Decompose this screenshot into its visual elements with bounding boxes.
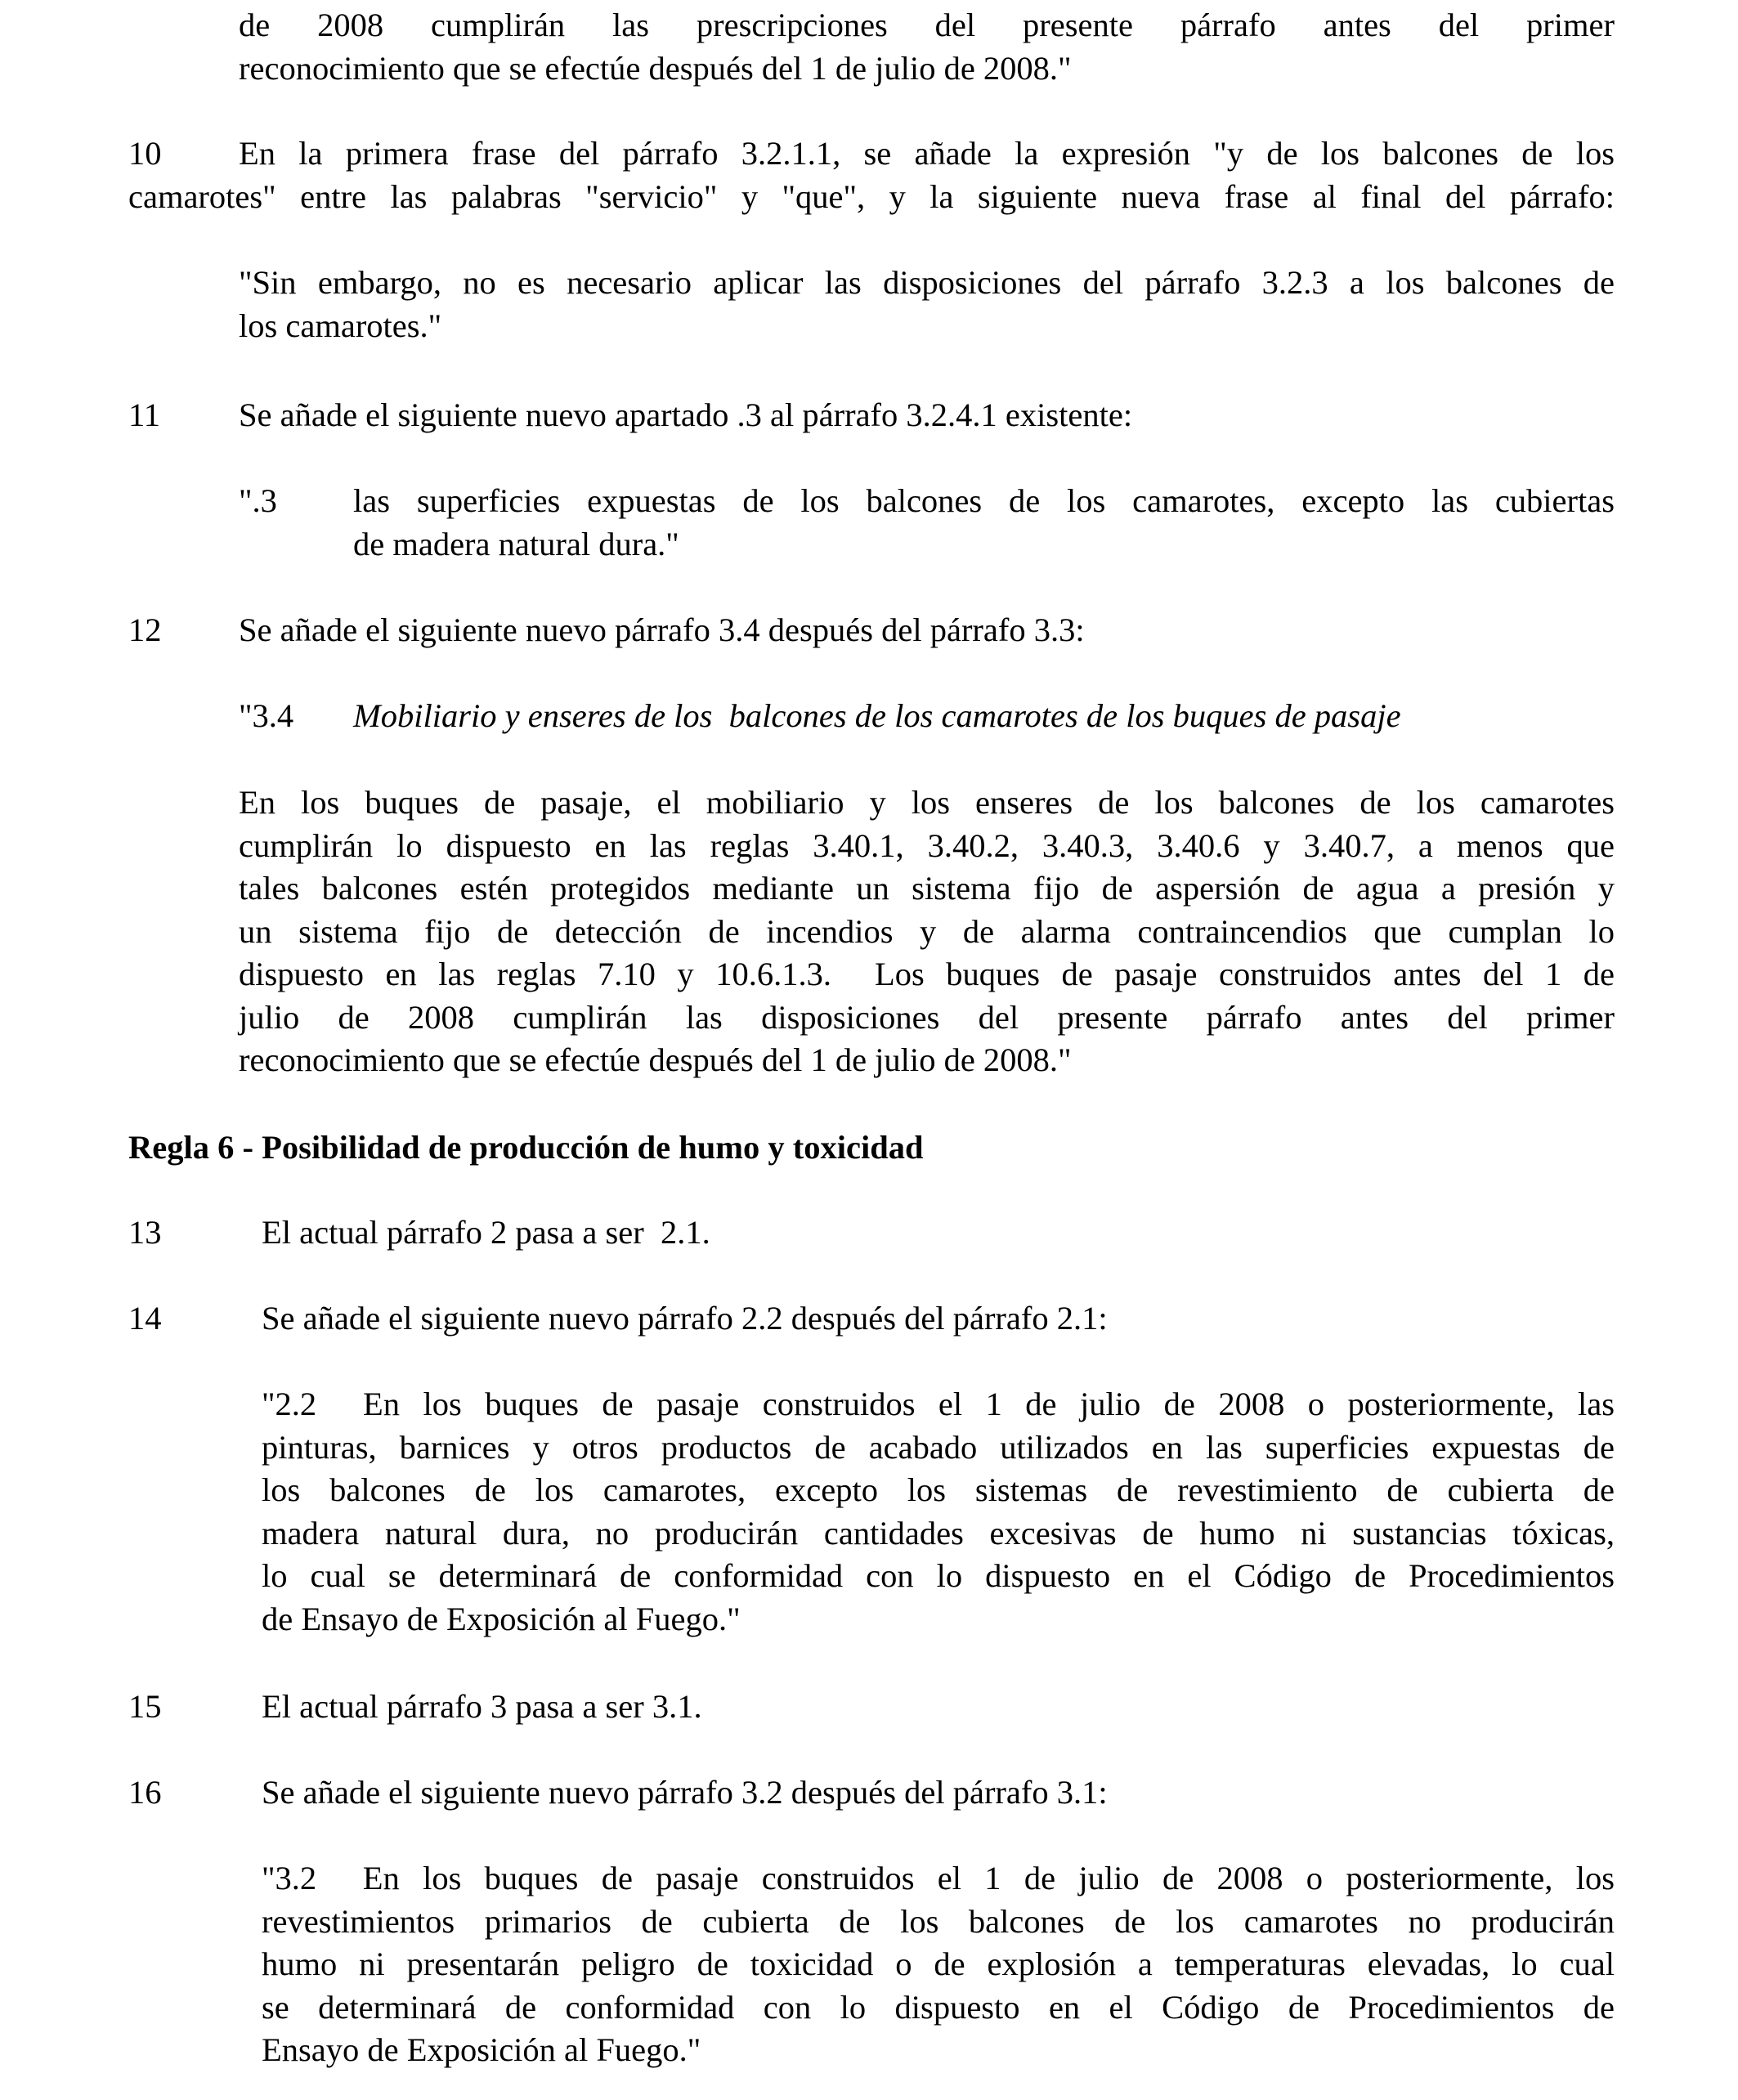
- text-line: los camarotes.": [239, 307, 442, 344]
- continuation-paragraph: [239, 4, 1615, 90]
- quote-14: [262, 1383, 1615, 1641]
- paragraph-number: 11: [128, 396, 160, 433]
- text-line: las superficies expuestas de los balcones de los camarotes, excepto las cubiertas: [353, 482, 1615, 519]
- paragraph-16: Se añade el siguiente nuevo párrafo 3.2 después del párrafo 3.1:: [262, 1774, 1108, 1811]
- item-label: ".3: [239, 482, 277, 519]
- paragraph-number: 15: [128, 1688, 162, 1725]
- paragraph-12: Se añade el siguiente nuevo párrafo 3.4 después del párrafo 3.3:: [239, 611, 1085, 648]
- quote-16: [262, 1857, 1615, 2072]
- text-line: revestimientos primarios de cubierta de los balcones de los camarotes no producirán: [262, 1902, 1615, 1940]
- text-line: se determinará de conformidad con lo dispuesto en el Código de Procedimientos de: [262, 1988, 1615, 2026]
- text-line: reconocimiento que se efectúe después del 1 de julio de 2008.": [239, 49, 1072, 87]
- paragraph-number: 12: [128, 611, 162, 648]
- text-line: pinturas, barnices y otros productos de acabado utilizados en las superficies expuestas de: [262, 1428, 1615, 1466]
- section-heading: Regla 6 - Posibilidad de producción de humo y toxicidad: [128, 1129, 924, 1166]
- paragraph-14: Se añade el siguiente nuevo párrafo 2.2 después del párrafo 2.1:: [262, 1300, 1108, 1337]
- text-line: En los buques de pasaje, el mobiliario y los enseres de los balcones de los camarotes: [239, 784, 1615, 821]
- text-line: cumplirán lo dispuesto en las reglas 3.40.1, 3.40.2, 3.40.3, 3.40.6 y 3.40.7, a menos que: [239, 826, 1615, 864]
- text-line: madera natural dura, no producirán cantidades excesivas de humo ni sustancias tóxicas,: [262, 1514, 1615, 1551]
- text-line: "Sin embargo, no es necesario aplicar las disposiciones del párrafo 3.2.3 a los balcones de: [239, 264, 1615, 301]
- text-line: "2.2 En los buques de pasaje construidos el 1 de julio de 2008 o posteriormente, las: [262, 1386, 1615, 1422]
- quote-12-body: [239, 781, 1615, 1082]
- paragraph-11: Se añade el siguiente nuevo apartado .3 al párrafo 3.2.4.1 existente:: [239, 396, 1133, 433]
- text-line: lo cual se determinará de conformidad con lo dispuesto en el Código de Procedimientos: [262, 1557, 1615, 1594]
- text-line: de madera natural dura.": [353, 525, 679, 562]
- text-line: reconocimiento que se efectúe después del 1 de julio de 2008.": [239, 1041, 1072, 1078]
- paragraph-15: El actual párrafo 3 pasa a ser 3.1.: [262, 1688, 702, 1725]
- paragraph-10: [128, 132, 1615, 218]
- quote-10: [239, 262, 1615, 347]
- text-line: un sistema fijo de detección de incendios y de alarma contraincendios que cumplan lo: [239, 912, 1615, 950]
- paragraph-number: 10: [128, 135, 162, 172]
- text-line: de 2008 cumplirán las prescripciones del presente párrafo antes del primer: [239, 7, 1615, 43]
- quote-11: [353, 480, 1615, 566]
- text-line: de Ensayo de Exposición al Fuego.": [262, 1600, 741, 1637]
- text-line: camarotes" entre las palabras "servicio" y "que", y la siguiente nueva frase al final del párrafo:: [128, 177, 1615, 215]
- paragraph-number: 14: [128, 1300, 162, 1337]
- paragraph-number: 16: [128, 1774, 162, 1811]
- item-label: "3.4: [239, 697, 294, 734]
- text-line: Ensayo de Exposición al Fuego.": [262, 2031, 701, 2068]
- text-line: los balcones de los camarotes, excepto los sistemas de revestimiento de cubierta de: [262, 1471, 1615, 1508]
- text-line: En la primera frase del párrafo 3.2.1.1, se añade la expresión "y de los balcones de los: [239, 135, 1615, 172]
- text-line: dispuesto en las reglas 7.10 y 10.6.1.3. Los buques de pasaje construidos antes del 1 de: [239, 956, 1615, 992]
- paragraph-13: El actual párrafo 2 pasa a ser 2.1.: [262, 1214, 710, 1251]
- text-line: julio de 2008 cumplirán las disposiciones del presente párrafo antes del primer: [239, 998, 1615, 1036]
- quote-12-title: Mobiliario y enseres de los balcones de los camarotes de los buques de pasaje: [353, 697, 1401, 734]
- paragraph-number: 13: [128, 1214, 162, 1251]
- text-line: humo ni presentarán peligro de toxicidad o de explosión a temperaturas elevadas, lo cual: [262, 1946, 1615, 1982]
- text-line: "3.2 En los buques de pasaje construidos el 1 de julio de 2008 o posteriormente, los: [262, 1860, 1615, 1896]
- text-line: tales balcones estén protegidos mediante un sistema fijo de aspersión de agua a presión y: [239, 870, 1615, 907]
